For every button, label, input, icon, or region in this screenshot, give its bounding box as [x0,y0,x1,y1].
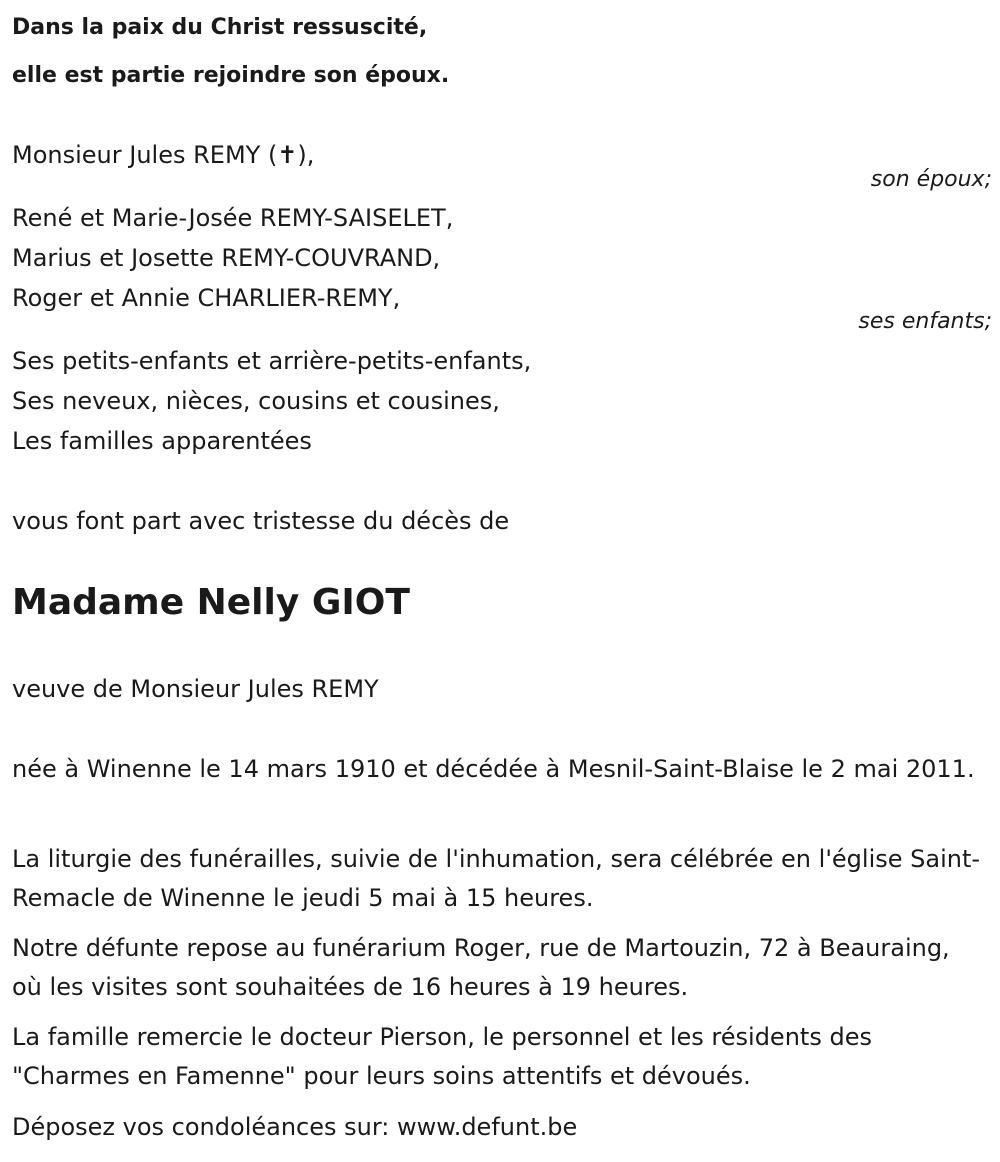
condolences-paragraph: Déposez vos condoléances sur: www.defunt.be [12,1113,578,1141]
child-line-1: René et Marie-Josée REMY-SAISELET, [12,204,454,232]
thanks-paragraph: La famille remercie le docteur Pierson, le personnel et les résidents des "Charmes en Famenne" pour leurs soins attentifs et dévoués. [12,1023,872,1090]
children-relation: ses enfants; [858,309,992,334]
obituary-notice [12,0,992,1162]
funeral-paragraph: La liturgie des funérailles, suivie de l'inhumation, sera célébrée en l'église Saint-Remacle de Winenne le jeudi 5 mai à 15 heures. [12,845,981,912]
spouse-name: Monsieur Jules REMY (✝), [12,141,315,169]
family-line-2: Ses neveux, nièces, cousins et cousines, [12,387,500,415]
family-line-1: Ses petits-enfants et arrière-petits-enfants, [12,347,532,375]
spouse-relation: son époux; [870,167,992,192]
child-line-3: Roger et Annie CHARLIER-REMY, [12,284,401,312]
birth-death-paragraph: née à Winenne le 14 mars 1910 et décédée à Mesnil-Saint-Blaise le 2 mai 2011. [12,755,975,783]
visitation-paragraph: Notre défunte repose au funérarium Roger, rue de Martouzin, 72 à Beauraing, où les visites sont souhaitées de 16 heures à 19 heures. [12,934,950,1001]
announcement-text: vous font part avec tristesse du décès de [12,507,510,535]
child-line-2: Marius et Josette REMY-COUVRAND, [12,244,441,272]
family-line-3: Les familles apparentées [12,427,312,455]
epigraph-line-1: Dans la paix du Christ ressuscité, [12,15,428,40]
widow-of-text: veuve de Monsieur Jules REMY [12,675,379,703]
deceased-name: Madame Nelly GIOT [12,582,410,623]
epigraph-line-2: elle est partie rejoindre son époux. [12,63,450,88]
